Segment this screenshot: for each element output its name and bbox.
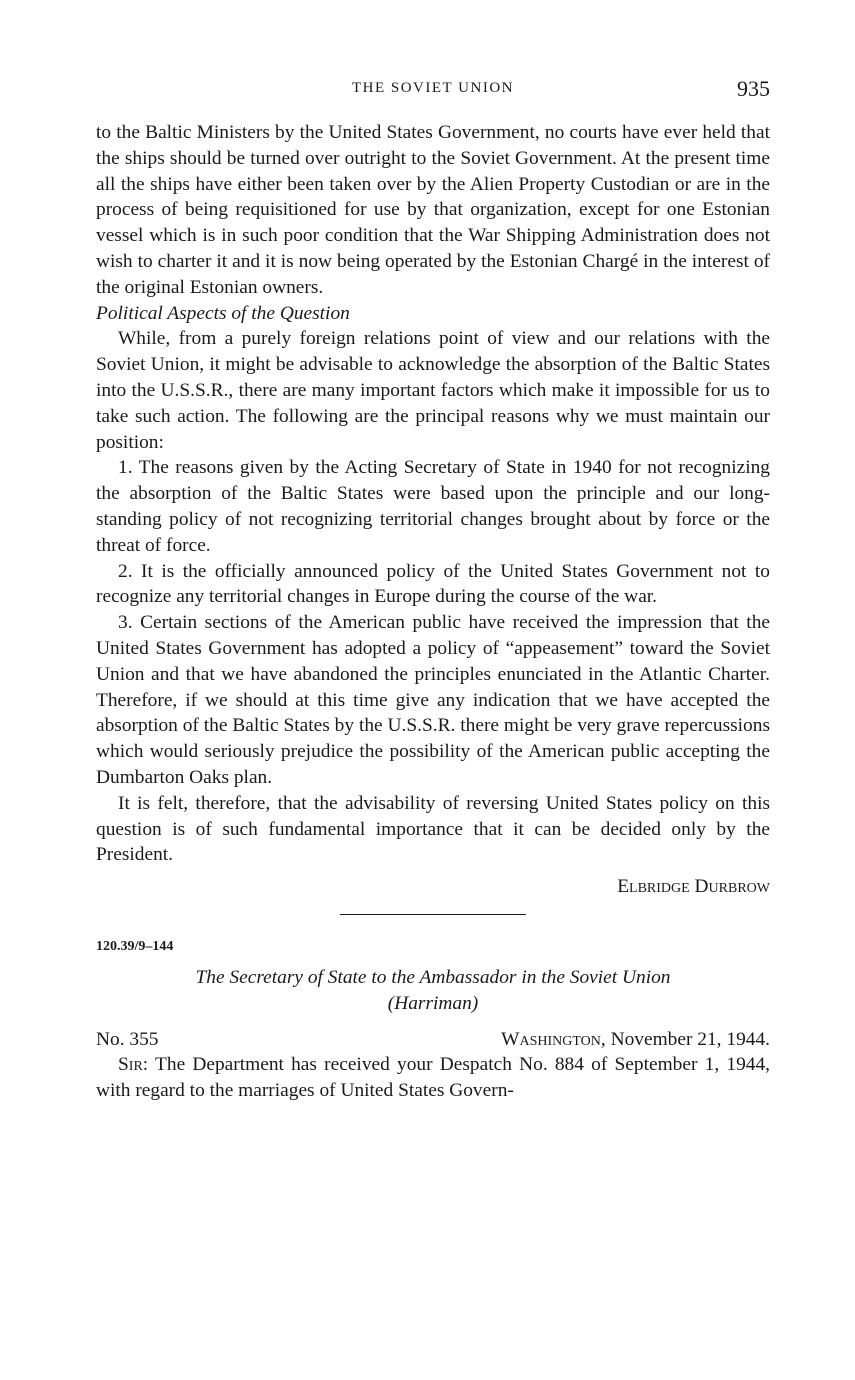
reason-item-1: 1. The reasons given by the Acting Secretary of State in 1940 for not recognizing the absorption of the Baltic States were based upon the principle and our long-standing policy of not recognizing territorial changes brought about by force or the threat of force. [96,457,770,556]
reason-item-2: 2. It is the officially announced policy of the United States Government not to recognize any territorial changes in Europe during the course of the war. [96,560,770,608]
letter-opening [96,1052,770,1104]
letter-text: The Department has received your Despatch No. 884 of September 1, 1944, with regard to the marriages of United States Govern- [96,1054,771,1102]
section-divider [340,914,526,915]
conclusion-paragraph: It is felt, therefore, that the advisability of reversing United States policy on this question is of such fundamental importance that it can be decided only by the President. [96,792,770,866]
document-number: No. 355 [96,1028,159,1050]
page-header [96,76,770,106]
reason-item-3: 3. Certain sections of the American public have received the impression that the United States Government has adopted a policy of “appeasement” toward the Soviet Union and that we have abandoned the principles enunciated in the Atlantic Charter. Therefore, if we should at this time give any indication that we have accepted the absorption of the Baltic States by the U.S.S.R. there might be very grave repercussions which would seriously prejudice the possibility of the American public accepting the Dumbarton Oaks plan. [96,612,770,788]
place: Washington, [501,1028,606,1050]
place-date [501,1027,770,1053]
page-body [96,120,770,1104]
document-title-recipient: (Harriman) [387,992,479,1014]
running-head: THE SOVIET UNION [351,80,515,96]
document-title: The Secretary of State to the Ambassador in the Soviet Union [195,966,671,988]
date: November 21, 1944. [610,1028,770,1050]
signature: Elbridge Durbrow [617,876,770,898]
intro-paragraph: While, from a purely foreign relations point of view and our relations with the Soviet Union, it might be advisable to acknowledge the absorption of the Baltic States into the U.S.S.R., there are many important factors which make it impossible for us to take such action. The following are the principal reasons why we must maintain our position: [96,328,770,453]
section-heading: Political Aspects of the Question [96,302,350,324]
continuation-paragraph: to the Baltic Ministers by the United States Government, no courts have ever held that the ships should be turned over outright to the Soviet Government. At the present time all the ships have either been taken over by the Alien Property Custodian or are in the process of being requisitioned for use by that organization, except for one Estonian vessel which is in such poor condition that the War Shipping Administration does not wish to charter it and it is now being operated by the Estonian Chargé in the interest of the original Estonian owners. [96,122,770,298]
file-number: 120.39/9–144 [96,938,174,954]
salutation: Sir: [118,1054,149,1076]
page-number: 935 [737,76,770,101]
dateline [96,1027,770,1053]
